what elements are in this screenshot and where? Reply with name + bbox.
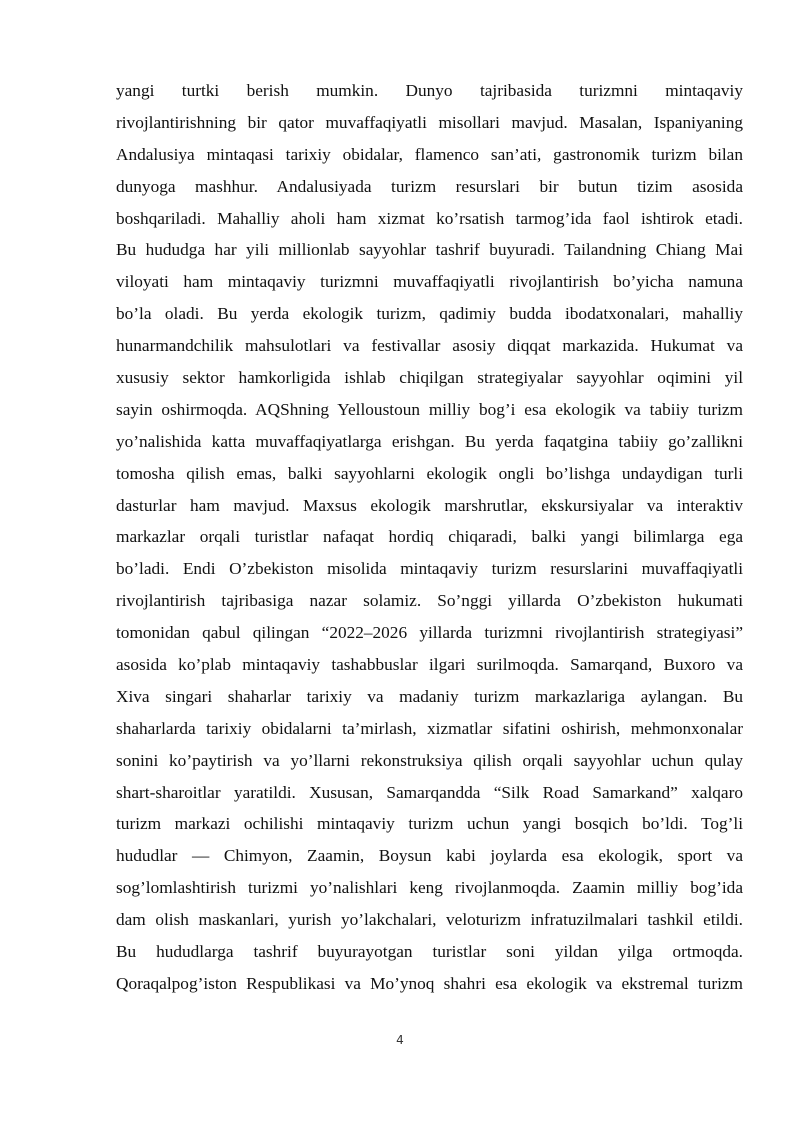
text-line: dunyoga mashhur. Andalusiyada turizm resurslari bir butun tizim asosida bbox=[116, 176, 743, 196]
text-line: Bu hududga har yili millionlab sayyohlar tashrif buyuradi. Tailandning Chiang Mai bbox=[116, 240, 743, 260]
text-line: bo’la oladi. Bu yerda ekologik turizm, qadimiy budda ibodatxonalari, mahalliy bbox=[116, 304, 743, 324]
text-line: yangi turtki berish mumkin. Dunyo tajribasida turizmni mintaqaviy bbox=[116, 81, 743, 100]
text-line: viloyati ham mintaqaviy turizmni muvaffaqiyatli rivojlantirish bo’yicha namuna bbox=[116, 272, 743, 292]
text-line: bo’ladi. Endi O’zbekiston misolida mintaqaviy turizm resurslarini muvaffaqiyatli bbox=[116, 559, 743, 579]
text-line: sog’lomlashtirish turizmi yo’nalishlari keng rivojlanmoqda. Zaamin milliy bog’ida bbox=[116, 878, 743, 898]
text-line: sonini ko’paytirish va yo’llarni rekonstruksiya qilish orqali sayyohlar uchun qulay bbox=[116, 750, 743, 770]
text-line: hunarmandchilik mahsulotlari va festivallar asosiy diqqat markazida. Hukumat va bbox=[116, 336, 743, 356]
text-line: Bu hududlarga tashrif buyurayotgan turistlar soni yildan yilga ortmoqda. bbox=[116, 942, 743, 962]
text-line: tomonidan qabul qilingan “2022–2026 yillarda turizmni rivojlantirish strategiyasi” bbox=[116, 623, 743, 643]
text-line: Andalusiya mintaqasi tarixiy obidalar, flamenco san’ati, gastronomik turizm bilan bbox=[116, 144, 743, 164]
text-line: yo’nalishida katta muvaffaqiyatlarga erishgan. Bu yerda faqatgina tabiiy go’zallikni bbox=[116, 431, 743, 451]
text-line: tomosha qilish emas, balki sayyohlarni ekologik ongli bo’lishga undaydigan turli bbox=[116, 463, 743, 483]
page-number: 4 bbox=[396, 1033, 404, 1047]
text-line: sayin oshirmoqda. AQShning Yelloustoun milliy bog’i esa ekologik va tabiiy turizm bbox=[116, 399, 743, 419]
text-line: boshqariladi. Mahalliy aholi ham xizmat ko’rsatish tarmog’ida faol ishtirok etadi. bbox=[116, 208, 743, 228]
body-paragraph bbox=[116, 75, 743, 1000]
text-line: shart-sharoitlar yaratildi. Xususan, Samarqandda “Silk Road Samarkand” xalqaro bbox=[116, 782, 743, 802]
text-line: hududlar — Chimyon, Zaamin, Boysun kabi joylarda esa ekologik, sport va bbox=[116, 846, 743, 866]
text-line: dasturlar ham mavjud. Maxsus ekologik marshrutlar, ekskursiyalar va interaktiv bbox=[116, 495, 743, 515]
text-line: shaharlarda tarixiy obidalarni ta’mirlash, xizmatlar sifatini oshirish, mehmonxonalar bbox=[116, 718, 743, 738]
text-line: xususiy sektor hamkorligida ishlab chiqilgan strategiyalar sayyohlar oqimini yil bbox=[116, 368, 743, 388]
text-line: asosida ko’plab mintaqaviy tashabbuslar ilgari surilmoqda. Samarqand, Buxoro va bbox=[116, 655, 743, 675]
text-line: dam olish maskanlari, yurish yo’lakchalari, veloturizm infratuzilmalari tashkil etildi. bbox=[116, 910, 743, 930]
text-line: markazlar orqali turistlar nafaqat hordiq chiqaradi, balki yangi bilimlarga ega bbox=[116, 527, 743, 547]
text-line: Xiva singari shaharlar tarixiy va madaniy turizm markazlariga aylangan. Bu bbox=[116, 686, 743, 706]
text-line: rivojlantirish tajribasiga nazar solamiz. So’nggi yillarda O’zbekiston hukumati bbox=[116, 591, 743, 611]
text-line: turizm markazi ochilishi mintaqaviy turizm uchun yangi bosqich bo’ldi. Tog’li bbox=[116, 814, 743, 834]
text-line: rivojlantirishning bir qator muvaffaqiyatli misollari mavjud. Masalan, Ispaniyaning bbox=[116, 112, 743, 132]
text-line: Qoraqalpog’iston Respublikasi va Mo’ynoq shahri esa ekologik va ekstremal turizm bbox=[116, 973, 743, 993]
